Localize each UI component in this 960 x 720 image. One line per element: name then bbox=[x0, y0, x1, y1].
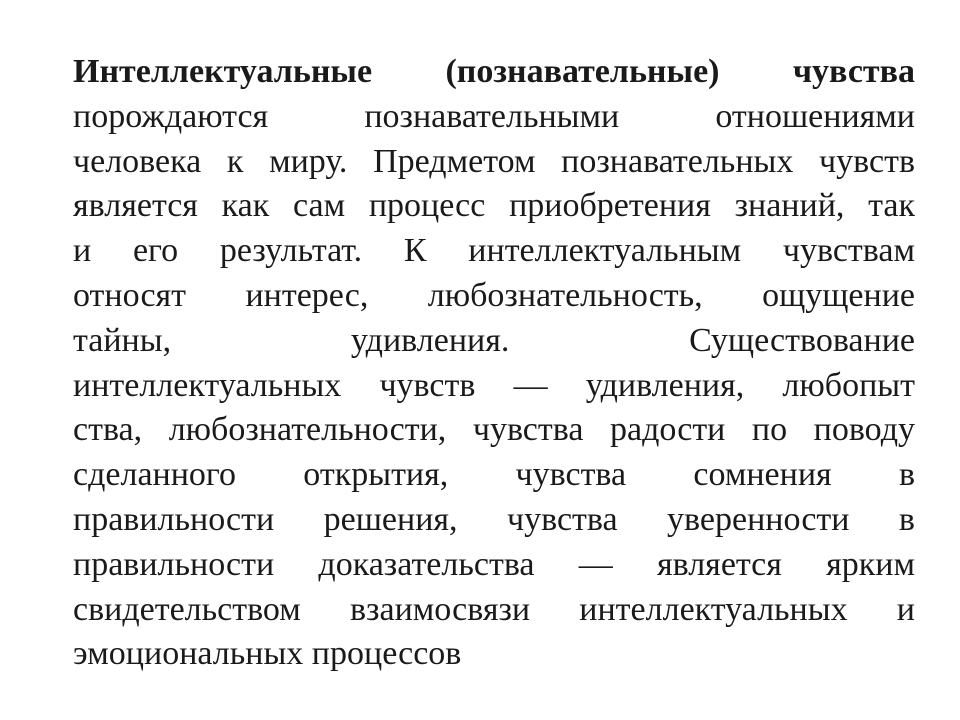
text-line: относят интерес, любознательность, ощущение bbox=[73, 276, 915, 314]
text-line: и его результат. К интеллектуальным чувствам bbox=[73, 232, 915, 270]
text-line: ства, любознательности, чувства радости по поводу bbox=[73, 411, 915, 449]
text-line: эмоциональных процессов bbox=[73, 635, 462, 673]
text-line: порождаются познавательными отношениями bbox=[73, 97, 915, 135]
text-line: человека к миру. Предметом познавательных чувств bbox=[73, 142, 915, 180]
text-line: сделанного открытия, чувства сомнения в bbox=[73, 456, 915, 494]
text-line: свидетельством взаимосвязи интеллектуальных и bbox=[73, 590, 915, 628]
text-line: тайны, удивления. Существование bbox=[73, 321, 915, 359]
heading-line: Интеллектуальные (познавательные) чувства bbox=[73, 53, 915, 90]
text-line: является как сам процесс приобретения знаний, так bbox=[73, 187, 915, 225]
text-line: интеллектуальных чувств — удивления, любопыт bbox=[73, 366, 915, 404]
text-line: правильности доказательства — является ярким bbox=[73, 545, 915, 583]
text-line: правильности решения, чувства уверенности в bbox=[73, 500, 915, 538]
body-text bbox=[73, 50, 915, 677]
